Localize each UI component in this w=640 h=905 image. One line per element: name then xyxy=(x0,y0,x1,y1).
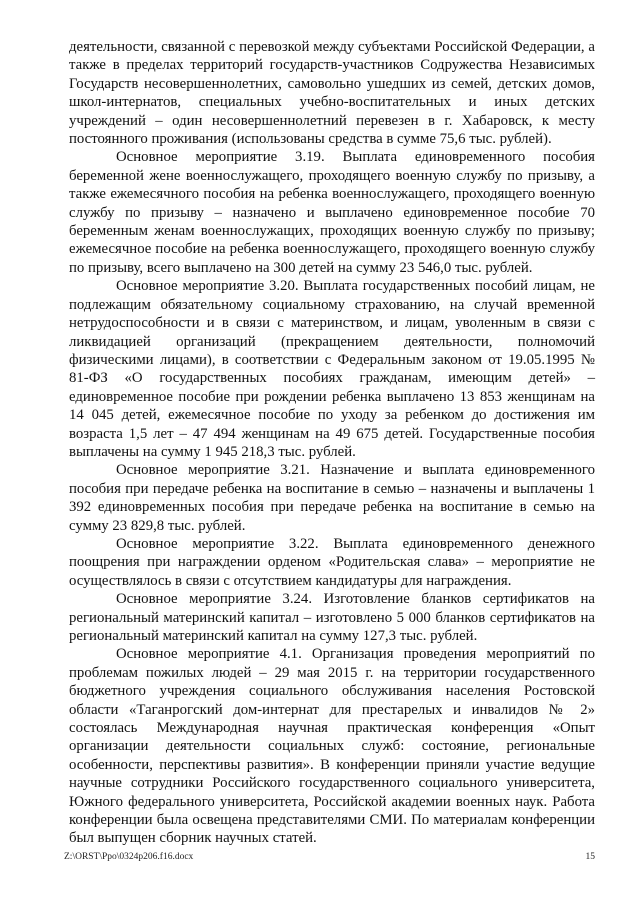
page-footer xyxy=(64,852,595,862)
paragraph-4-1: Основное мероприятие 4.1. Организация проведения мероприятий по проблемам пожилых людей – 29 мая 2015 г. на территории государственного бюджетного учреждения социального обслуживания населения Ростовской области «Таганрогский дом-интернат для престарелых и инвалидов № 2» состоялась Международная научная практическая конференция «Опыт организации деятельности социальных служб: состояние, региональные особенности, перспективы развития». В конференции приняли участие ведущие научные сотрудники Российского государственного социального университета, Южного федерального университета, Российской академии военных наук. Работа конференции была освещена представителями СМИ. По материалам конференции был выпущен сборник научных статей. xyxy=(69,646,595,847)
paragraph-3-24: Основное мероприятие 3.24. Изготовление бланков сертификатов на региональный материнский капитал – изготовлено 5 000 бланков сертификатов на региональный материнский капитал на сумму 127,3 тыс. рублей. xyxy=(69,591,595,644)
paragraph-3-20: Основное мероприятие 3.20. Выплата государственных пособий лицам, не подлежащим обязательному социальному страхованию, на случай временной нетрудоспособности и в связи с материнством, и лицам, уволенным в связи с ликвидацией организаций (прекращением деятельности, полномочий физическими лицами), в соответствии с Федеральным законом от 19.05.1995 № 81-ФЗ «О государственных пособиях гражданам, имеющим детей» – единовременное пособие при рождении ребенка выплачено 13 853 женщинам на 14 045 детей, ежемесячное пособие по уходу за ребенком до достижения им возраста 1,5 лет – 47 494 женщинам на 49 675 детей. Государственные пособия выплачены на сумму 1 945 218,3 тыс. рублей. xyxy=(69,278,595,460)
paragraph-3-21: Основное мероприятие 3.21. Назначение и выплата единовременного пособия при передаче ребенка на воспитание в семью – назначены и выплачены 1 392 единовременных пособия при передаче ребенка на воспитание в семью на сумму 23 829,8 тыс. рублей. xyxy=(69,462,595,534)
paragraph-continuation: деятельности, связанной с перевозкой между субъектами Российской Федерации, а также в пределах территорий государств-участников Содружества Независимых Государств несовершеннолетних, самовольно ушедших из семей, детских домов, школ-интернатов, специальных учебно-воспитательных и иных детских учреждений – один несовершеннолетний перевезен в г. Хабаровск, к месту постоянного проживания (использованы средства в сумме 75,6 тыс. рублей). xyxy=(69,39,595,148)
footer-file-path: Z:\ORST\Ppo\0324p206.f16.docx xyxy=(64,852,194,862)
document-body xyxy=(69,38,595,848)
page-number: 15 xyxy=(585,852,595,862)
paragraph-3-19: Основное мероприятие 3.19. Выплата единовременного пособия беременной жене военнослужащего, проходящего военную службу по призыву, а также ежемесячного пособия на ребенка военнослужащего, проходящего военную службу по призыву – назначено и выплачено единовременное пособие 70 беременным женам военнослужащих, проходящих военную службу по призыву; ежемесячное пособие на ребенка военнослужащего, проходящего военную службу по призыву, всего выплачено на 300 детей на сумму 23 546,0 тыс. рублей. xyxy=(69,149,595,276)
paragraph-3-22: Основное мероприятие 3.22. Выплата единовременного денежного поощрения при награждении орденом «Родительская слава» – мероприятие не осуществлялось в связи с отсутствием кандидатуры для награждения. xyxy=(69,535,595,589)
